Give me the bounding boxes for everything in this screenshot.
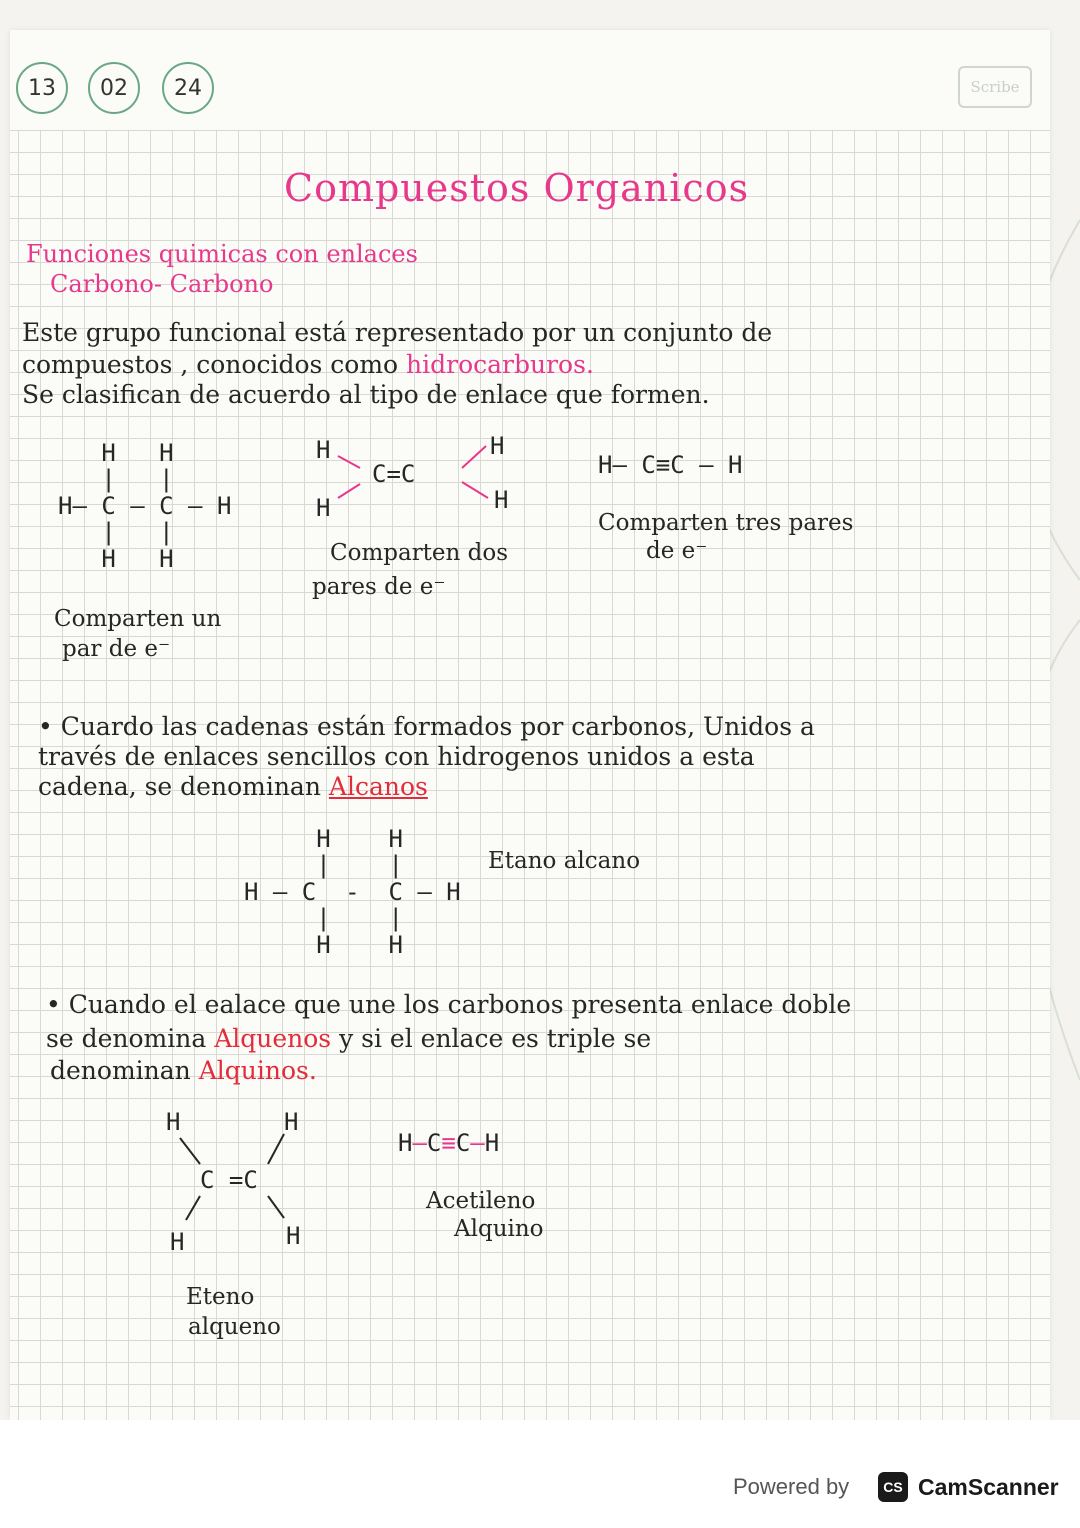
- intro-line2: [22, 350, 594, 379]
- intro-highlight: hidrocarburos.: [406, 350, 594, 379]
- svg-text:H: H: [494, 486, 509, 514]
- caption-triple-2: de e⁻: [646, 538, 708, 564]
- alkenes-line3-text: denominan: [50, 1056, 199, 1085]
- svg-text:H: H: [316, 436, 331, 464]
- caption-double-2: pares de e⁻: [312, 574, 446, 600]
- alkenes-term: Alquenos: [214, 1024, 332, 1053]
- svg-text:H: H: [284, 1108, 299, 1136]
- alkanes-line2: través de enlaces sencillos con hidrogenos unidos a esta: [38, 742, 755, 771]
- intro-line3: Se clasifican de acuerdo al tipo de enlace que formen.: [22, 380, 710, 409]
- svg-text:H: H: [490, 432, 505, 460]
- alkanes-term: Alcanos: [328, 772, 428, 801]
- camscanner-logo-icon: CS: [878, 1472, 908, 1502]
- alkanes-line3: [38, 772, 428, 801]
- subtitle-line1: Funciones quimicas con enlaces: [26, 240, 418, 268]
- subtitle-line2: Carbono- Carbono: [50, 270, 274, 298]
- date-year: 24: [162, 62, 214, 114]
- alkanes-line3-text: cadena, se denominan: [38, 772, 329, 801]
- ethene-label-2: alqueno: [188, 1314, 281, 1340]
- date-month: 02: [88, 62, 140, 114]
- acetylene-label-1: Acetileno: [426, 1188, 536, 1214]
- page-title: Compuestos Organicos: [284, 166, 750, 210]
- alkenes-line2: [46, 1024, 651, 1053]
- alkenes-line1: • Cuando el ealace que une los carbonos presenta enlace doble: [46, 990, 852, 1019]
- intro-line1: Este grupo funcional está representado por un conjunto de: [22, 318, 773, 347]
- ethene-label-1: Eteno: [186, 1284, 255, 1310]
- acetylene-structure: H—C≡C—H: [398, 1129, 500, 1157]
- acetylene-label-2: Alquino: [454, 1216, 544, 1242]
- alkynes-term: Alquinos.: [198, 1056, 317, 1085]
- single-bond-structure: H H | | H— C — C — H | | H H: [58, 439, 232, 573]
- caption-single-1: Comparten un: [54, 606, 222, 632]
- camscanner-name: CamScanner: [918, 1474, 1059, 1500]
- intro-line2-text: compuestos , conocidos como: [22, 350, 407, 379]
- date-day: 13: [16, 62, 68, 114]
- powered-by-text: Powered by: [733, 1474, 850, 1499]
- svg-text:H: H: [170, 1228, 185, 1254]
- svg-text:H: H: [316, 494, 331, 522]
- caption-double-1: Comparten dos: [330, 540, 509, 566]
- triple-bond-structure: H— C≡C — H: [598, 451, 743, 479]
- caption-single-2: par de e⁻: [62, 636, 171, 662]
- svg-text:H: H: [166, 1108, 181, 1136]
- ethane-structure: H H | | H — C - C — H | | H H: [244, 825, 461, 959]
- notebook-brand: Scribe: [958, 66, 1032, 108]
- alkenes-line2-text-a: se denomina: [46, 1024, 215, 1053]
- alkenes-line2-text-c: y si el enlace es triple se: [331, 1024, 652, 1053]
- svg-text:C =C: C =C: [200, 1166, 258, 1194]
- caption-triple-1: Comparten tres pares: [598, 510, 854, 536]
- double-bond-structure: [310, 428, 530, 528]
- alkenes-line3: [50, 1056, 317, 1085]
- svg-text:C=C: C=C: [372, 460, 416, 488]
- svg-text:H: H: [286, 1222, 301, 1250]
- alkanes-line1: • Cuardo las cadenas están formados por carbonos, Unidos a: [38, 712, 815, 741]
- ethene-structure: [160, 1104, 330, 1254]
- ethane-label: Etano alcano: [488, 848, 641, 874]
